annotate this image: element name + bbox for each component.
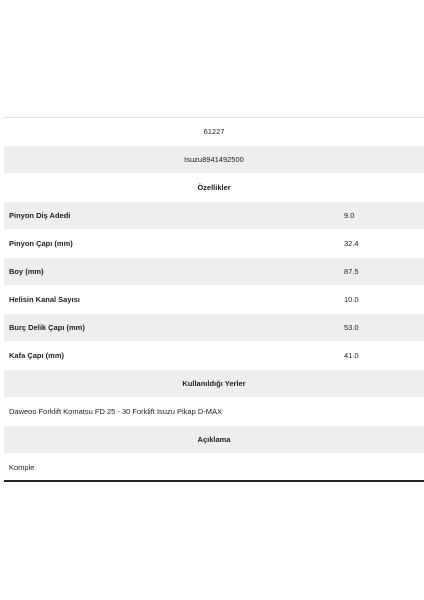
description-row: [4, 454, 424, 482]
feature-value: 9.0: [344, 211, 355, 220]
product-code-row: [4, 118, 424, 146]
description-heading-row: [4, 426, 424, 454]
usage-heading-row: [4, 370, 424, 398]
usage-row: [4, 398, 424, 426]
product-code: 61227: [203, 127, 225, 136]
feature-value: 32.4: [344, 239, 359, 248]
feature-row: [4, 230, 424, 258]
features-heading: Özellikler: [197, 183, 231, 192]
usage-heading: Kullanıldığı Yerler: [182, 379, 246, 388]
product-spec-table: [4, 117, 424, 482]
feature-value: 87.5: [344, 267, 359, 276]
feature-label: Kafa Çapı (mm): [9, 351, 65, 360]
feature-label: Pinyon Diş Adedi: [9, 211, 71, 220]
feature-row: [4, 314, 424, 342]
feature-row: [4, 286, 424, 314]
feature-label: Boy (mm): [9, 267, 44, 276]
feature-row: [4, 202, 424, 230]
description-heading: Açıklama: [197, 435, 231, 444]
feature-label: Helisin Kanal Sayısı: [9, 295, 80, 304]
feature-value: 41.0: [344, 351, 359, 360]
oem-code: Isuzu8941492500: [184, 155, 244, 164]
description-text: Komple: [9, 462, 35, 472]
feature-label: Burç Delik Çapı (mm): [9, 323, 85, 332]
features-heading-row: [4, 174, 424, 202]
feature-value: 10.0: [344, 295, 359, 304]
usage-text: Daweoo Forklift Komatsu FD 25 - 30 Forklift Isuzu Pikap D-MAX: [9, 407, 222, 416]
feature-row: [4, 342, 424, 370]
oem-code-row: [4, 146, 424, 174]
feature-value: 53.0: [344, 323, 359, 332]
feature-row: [4, 258, 424, 286]
feature-label: Pinyon Çapı (mm): [9, 239, 73, 248]
